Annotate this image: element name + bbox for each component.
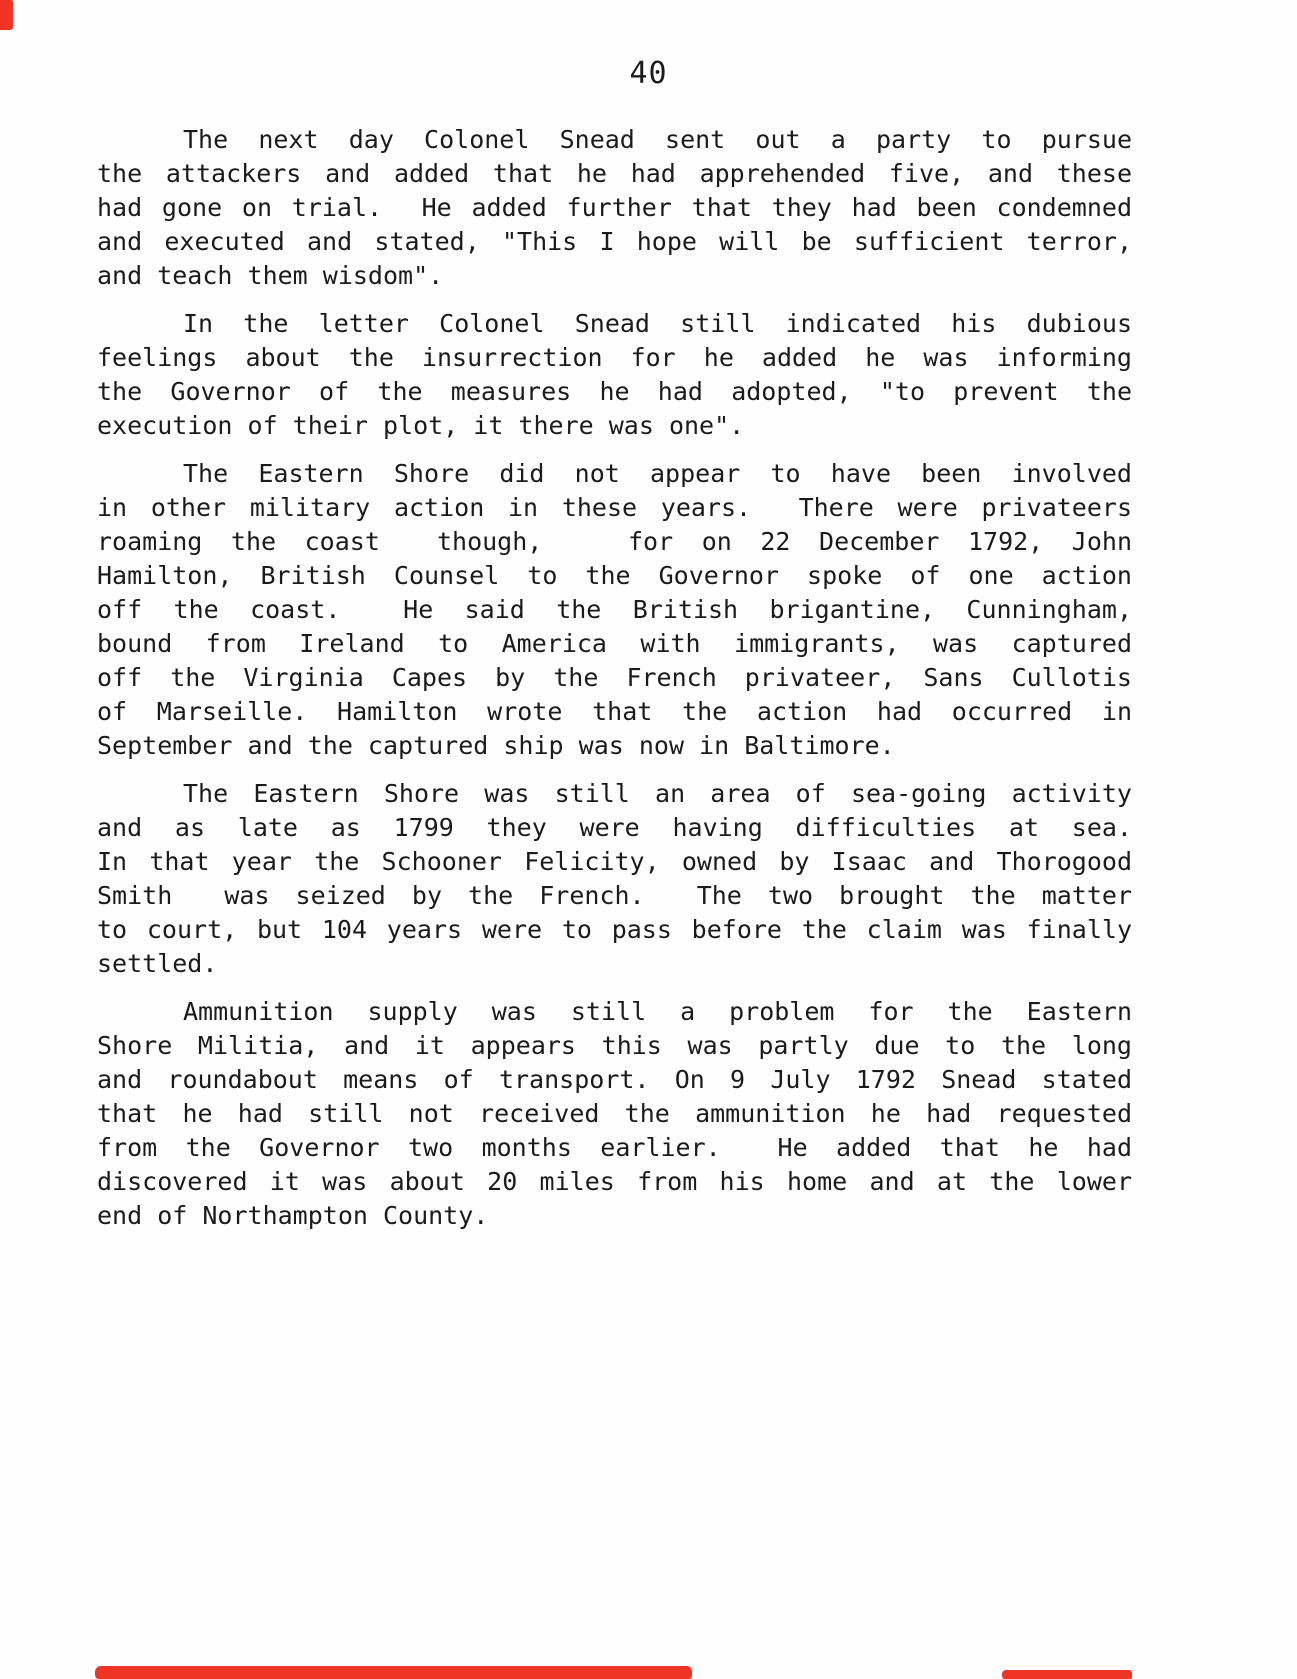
paragraph (97, 457, 1132, 763)
text-line: execution of their plot, it there was one". (97, 411, 745, 440)
text-line: that he had still not received the ammunition he had requested (97, 1099, 1132, 1128)
paragraph (97, 995, 1132, 1233)
text-line: off the Virginia Capes by the French privateer, Sans Cullotis (97, 663, 1132, 692)
text-line: from the Governor two months earlier. He added that he had (97, 1133, 1132, 1162)
text-line: bound from Ireland to America with immigrants, was captured (97, 629, 1132, 658)
text-line: Smith was seized by the French. The two brought the matter (97, 881, 1132, 910)
text-block (97, 123, 1132, 1247)
text-line: In the letter Colonel Snead still indicated his dubious (183, 309, 1132, 338)
text-line: discovered it was about 20 miles from his home and at the lower (97, 1167, 1132, 1196)
text-line: The Eastern Shore was still an area of sea-going activity (183, 779, 1132, 808)
text-line: Hamilton, British Counsel to the Governor spoke of one action (97, 561, 1132, 590)
red-scan-mark-bottom-left (95, 1666, 692, 1679)
red-scan-mark-left-top (0, 0, 13, 30)
text-line: settled. (97, 949, 218, 978)
paragraph (97, 777, 1132, 981)
text-line: and roundabout means of transport. On 9 July 1792 Snead stated (97, 1065, 1132, 1094)
text-line: September and the captured ship was now in Baltimore. (97, 731, 895, 760)
text-line: In that year the Schooner Felicity, owned by Isaac and Thorogood (97, 847, 1132, 876)
text-line: and as late as 1799 they were having difficulties at sea. (97, 813, 1132, 842)
text-line: Shore Militia, and it appears this was partly due to the long (97, 1031, 1132, 1060)
text-line: feelings about the insurrection for he added he was informing (97, 343, 1132, 372)
text-line: Ammunition supply was still a problem for the Eastern (183, 997, 1132, 1026)
text-line: the attackers and added that he had apprehended five, and these (97, 159, 1132, 188)
text-line: and teach them wisdom". (97, 261, 444, 290)
paragraph (97, 307, 1132, 443)
text-line: and executed and stated, "This I hope will be sufficient terror, (97, 227, 1132, 256)
text-line: The Eastern Shore did not appear to have been involved (183, 459, 1132, 488)
text-line: off the coast. He said the British brigantine, Cunningham, (97, 595, 1132, 624)
text-line: the Governor of the measures he had adopted, "to prevent the (97, 377, 1132, 406)
paragraph (97, 123, 1132, 293)
text-line: roaming the coast though, for on 22 December 1792, John (97, 527, 1132, 556)
text-line: to court, but 104 years were to pass before the claim was finally (97, 915, 1132, 944)
text-line: end of Northampton County. (97, 1201, 489, 1230)
text-line: of Marseille. Hamilton wrote that the action had occurred in (97, 697, 1132, 726)
text-line: The next day Colonel Snead sent out a party to pursue (183, 125, 1132, 154)
red-scan-mark-bottom-right (1002, 1670, 1132, 1679)
text-line: in other military action in these years. There were privateers (97, 493, 1132, 522)
page-number: 40 (629, 56, 668, 91)
text-line: had gone on trial. He added further that they had been condemned (97, 193, 1132, 222)
